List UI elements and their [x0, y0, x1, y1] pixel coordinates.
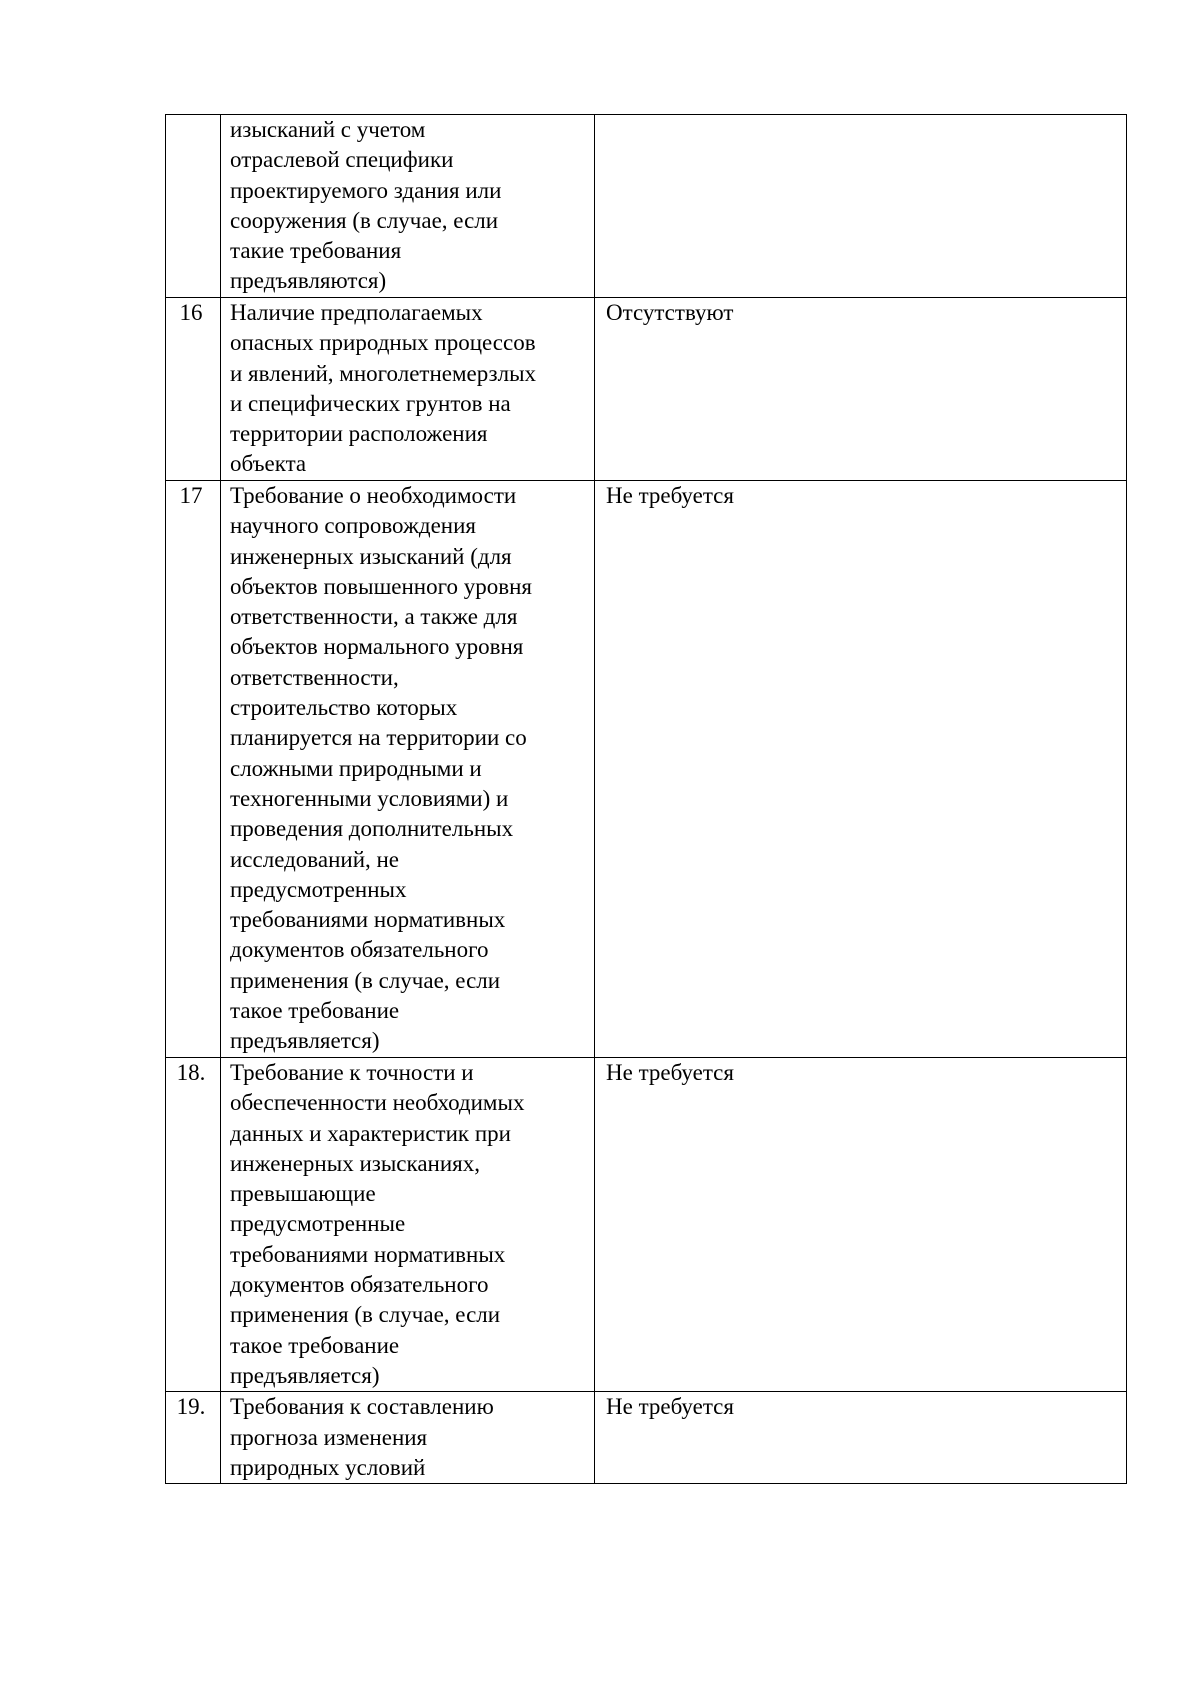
row-description-cell [221, 481, 595, 1058]
row-number-cell [166, 298, 221, 481]
table-row [166, 298, 1127, 481]
description-line: планируется на территории со [230, 725, 527, 751]
description-line: предъявляются) [230, 268, 387, 294]
row-number-cell [166, 481, 221, 1058]
description-line: техногенными условиями) и [230, 785, 509, 811]
row-value: Не требуется [606, 1394, 734, 1420]
description-line: Требование о необходимости [230, 483, 517, 508]
description-line: объекта [230, 451, 307, 477]
description-line: проектируемого здания или [230, 177, 502, 203]
description-line: сооружения (в случае, если [230, 207, 499, 233]
description-line: объектов нормального уровня [230, 634, 524, 660]
row-description-cell [221, 298, 595, 481]
description-line: исследований, не [230, 846, 400, 872]
row-number-cell [166, 1058, 221, 1392]
description-line: объектов повышенного уровня [230, 573, 532, 599]
row-value-cell [595, 1392, 1127, 1484]
description-line: инженерных изысканий (для [230, 543, 512, 569]
description-line: Требование к точности и [230, 1060, 474, 1085]
row-value-cell [595, 115, 1127, 298]
row-description-cell [221, 1058, 595, 1392]
description-line: отраслевой специфики [230, 147, 454, 173]
description-line: применения (в случае, если [230, 1302, 501, 1328]
row-value-cell [595, 298, 1127, 481]
description-line: Наличие предполагаемых [230, 300, 483, 325]
description-line: природных условий [230, 1454, 426, 1480]
description-line: территории расположения [230, 421, 488, 447]
row-value: Отсутствуют [606, 300, 734, 325]
description-line: прогноза изменения [230, 1424, 428, 1450]
description-line: документов обязательного [230, 1272, 489, 1298]
description-line: и явлений, многолетнемерзлых [230, 360, 537, 386]
table-row [166, 1058, 1127, 1392]
description-line: и специфических грунтов на [230, 390, 511, 416]
description-line: ответственности, а также для [230, 604, 518, 630]
row-description-cell [221, 115, 595, 298]
table-row [166, 1392, 1127, 1484]
description-line: изысканий с учетом [230, 117, 426, 142]
description-line: данных и характеристик при [230, 1120, 511, 1146]
description-line: Требования к составлению [230, 1394, 494, 1420]
description-line: предъявляется) [230, 1362, 380, 1388]
row-number: 18. [176, 1060, 206, 1085]
row-number: 17 [179, 483, 203, 508]
row-number: 19. [176, 1394, 206, 1420]
description-line: применения (в случае, если [230, 967, 501, 993]
row-description-cell [221, 1392, 595, 1484]
row-value: Не требуется [606, 1060, 734, 1085]
description-line: документов обязательного [230, 937, 489, 963]
description-line: такое требование [230, 998, 400, 1024]
description-line: инженерных изысканиях, [230, 1150, 480, 1176]
row-value: Не требуется [606, 483, 734, 508]
row-number: 16 [179, 300, 203, 325]
row-value-cell [595, 1058, 1127, 1392]
row-number-cell [166, 1392, 221, 1484]
description-line: такое требование [230, 1332, 400, 1358]
description-line: требованиями нормативных [230, 907, 506, 933]
description-line: сложными природными и [230, 755, 482, 781]
description-line: требованиями нормативных [230, 1241, 506, 1267]
description-line: обеспеченности необходимых [230, 1090, 525, 1116]
description-line: предусмотренные [230, 1211, 406, 1237]
row-value-cell [595, 481, 1127, 1058]
description-line: предусмотренных [230, 876, 407, 902]
description-line: строительство которых [230, 695, 458, 721]
table-row [166, 481, 1127, 1058]
description-line: такие требования [230, 238, 402, 264]
description-line: превышающие [230, 1181, 376, 1207]
requirements-table [165, 114, 1127, 1484]
description-line: научного сопровождения [230, 513, 476, 539]
table-row [166, 115, 1127, 298]
description-line: опасных природных процессов [230, 330, 536, 356]
row-number-cell [166, 115, 221, 298]
description-line: ответственности, [230, 664, 399, 690]
description-line: предъявляется) [230, 1028, 380, 1054]
description-line: проведения дополнительных [230, 816, 514, 842]
